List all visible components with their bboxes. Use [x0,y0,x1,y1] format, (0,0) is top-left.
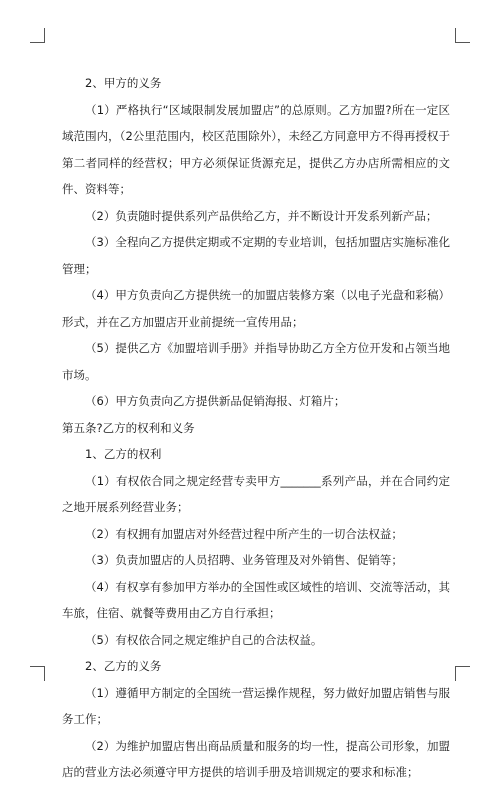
paragraph: （2）负责随时提供系列产品供给乙方，并不断设计开发系列新产品； [85,208,438,223]
paragraph: （6）甲方负责向乙方提供新品促销海报、灯箱片； [85,394,346,408]
paragraph: （3）负责加盟店的人员招聘、业务管理及对外销售、促销等； [85,553,403,567]
section-heading: 1、乙方的权利 [85,447,162,461]
crop-mark-top-right [455,28,470,43]
paragraph: （3）全程向乙方提供定期或不定期的专业培训，包括加盟店实施标准化管理； [62,235,450,276]
paragraph: （4）甲方负责向乙方提供统一的加盟店装修方案（以电子光盘和彩稿）形式，并在乙方加盟店开业前提统一宣传用品； [62,288,450,329]
document-body [62,70,450,786]
paragraph: （1）严格执行“区域限制发展加盟店”的总原则。乙方加盟?所在一定区域范围内，（2公里范围内，校区范围除外），未经乙方同意甲方不得再授权于第二者同样的经营权；甲方必须保证货源充足，提供乙方办店所需相应的文件、资料等； [62,102,450,196]
section-heading: 2、甲方的义务 [85,76,162,90]
crop-mark-top-left [30,28,45,43]
paragraph: （1）有权依合同之规定经营专卖甲方_______系列产品，并在合同约定之地开展系列经营业务； [62,473,450,514]
paragraph: （5）有权依合同之规定维护自己的合法权益。 [85,632,323,647]
paragraph: （1）遵循甲方制定的全国统一营运操作规程，努力做好加盟店销售与服务工作； [62,685,450,726]
paragraph: （4）有权享有参加甲方举办的全国性或区域性的培训、交流等活动，其车旅，住宿、就餐等费用由乙方自行承担； [62,579,450,620]
article-heading: 第五条?乙方的权利和义务 [62,420,195,435]
crop-mark-bottom-left [30,666,45,681]
section-heading: 2、乙方的义务 [85,659,162,673]
paragraph: （2）有权拥有加盟店对外经营过程中所产生的一切合法权益； [85,526,403,541]
crop-mark-bottom-right [455,666,470,681]
paragraph: （2）为维护加盟店售出商品质量和服务的均一性，提高公司形象，加盟店的营业方法必须遵守甲方提供的培训手册及培训规定的要求和标准； [62,738,450,779]
paragraph: （5）提供乙方《加盟培训手册》并指导协助乙方全方位开发和占领当地市场。 [62,341,450,382]
